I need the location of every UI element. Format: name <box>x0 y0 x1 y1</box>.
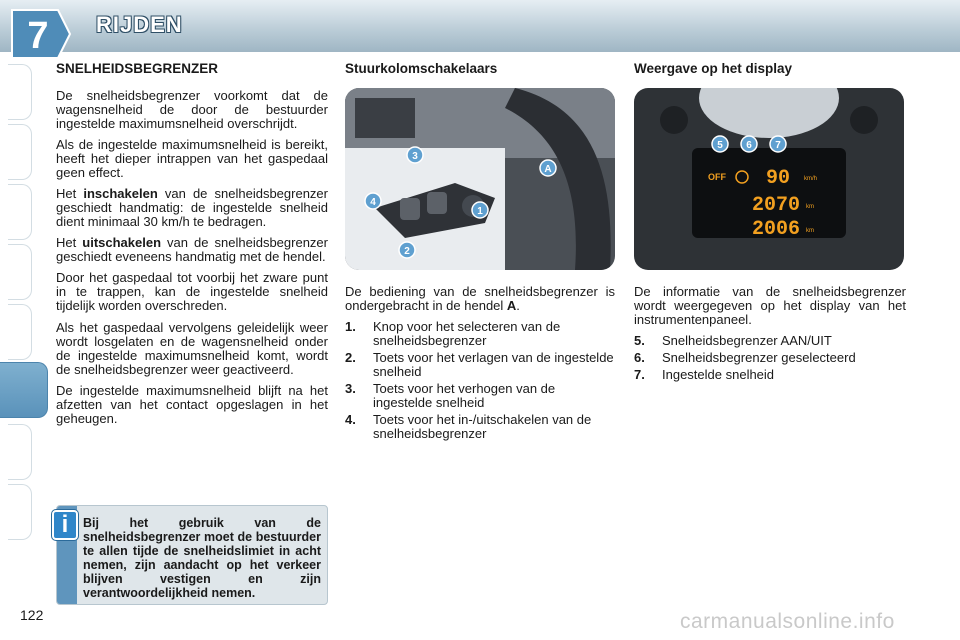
paragraph: De ingestelde maximumsnelheid blijft na het afzetten van het contact opgeslagen in het geheugen. <box>56 383 328 426</box>
paragraph: De snelheidsbegrenzer voorkomt dat de wagensnelheid de door de bestuurder ingestelde maximumsnelheid overschrijdt. <box>56 88 328 131</box>
callout-label: A <box>544 164 552 175</box>
display-speed: 90 <box>766 167 791 190</box>
callout-label: 3 <box>412 151 418 162</box>
watermark: carmanualsonline.info <box>680 610 895 633</box>
display-trip: 2006 <box>752 218 801 241</box>
bold-term: inschakelen <box>83 186 158 201</box>
callout-label: 2 <box>404 246 410 257</box>
paragraph: Door het gaspedaal tot voorbij het zware punt in te trappen, kan de ingestelde snelheid tijdelijk worden overschreden. <box>56 270 328 313</box>
callout-label: 4 <box>370 197 376 208</box>
column-display <box>634 62 906 385</box>
section-heading: Weergave op het display <box>634 61 793 76</box>
display-speed-unit: km/h <box>804 176 818 182</box>
steering-stalk-photo <box>345 88 615 270</box>
list-item: 6. Snelheidsbegrenzer geselecteerd <box>634 350 856 365</box>
chapter-tab[interactable] <box>8 64 32 120</box>
list-item: 4. Toets voor het in-/uitschakelen van de snelheidsbegrenzer <box>345 412 592 441</box>
display-off-label: OFF <box>708 172 726 182</box>
section-heading: SNELHEIDSBEGRENZER <box>56 61 219 76</box>
list-item: 2. Toets voor het verlagen van de ingestelde snelheid <box>345 350 614 379</box>
paragraph: Als het gaspedaal vervolgens geleidelijk weer wordt losgelaten en de wagensnelheid onder de ingestelde maximumsnelheid komt, wordt de snelheidsbegrenzer weer geactiveerd. <box>56 320 328 377</box>
column-speed-limiter <box>56 62 328 433</box>
chapter-tab[interactable] <box>8 184 32 240</box>
list-item: 5. Snelheidsbegrenzer AAN/UIT <box>634 333 832 348</box>
paragraph: De bediening van de snelheidsbegrenzer is ondergebracht in de hendel A. <box>345 284 615 313</box>
list-item: 7. Ingestelde snelheid <box>634 367 775 382</box>
column-steering-controls <box>345 62 615 444</box>
paragraph: Als de ingestelde maximumsnelheid is bereikt, heeft het dieper intrappen van het gaspedaal geen effect. <box>56 137 328 180</box>
display-trip-unit: km <box>806 228 814 234</box>
callout-label: 1 <box>477 206 483 217</box>
chapter-tab[interactable] <box>8 244 32 300</box>
chapter-tab[interactable] <box>8 424 32 480</box>
list-item: 3. Toets voor het verhogen van de ingestelde snelheid <box>345 381 556 410</box>
display-legend-list <box>634 334 906 382</box>
instrument-display-photo <box>634 88 904 270</box>
callout-label: 7 <box>775 140 781 151</box>
paragraph: Het inschakelen van de snelheidsbegrenzer geschiedt handmatig: de ingestelde snelheid dient minimaal 30 km/h te bedragen. <box>56 186 328 229</box>
controls-list <box>345 320 615 441</box>
chapter-tab[interactable] <box>8 484 32 540</box>
section-heading: Stuurkolomschakelaars <box>345 61 498 76</box>
chapter-badge <box>8 4 74 62</box>
info-box <box>56 505 328 605</box>
chapter-tab-active[interactable] <box>0 362 48 418</box>
bold-term: uitschakelen <box>82 235 162 250</box>
chapter-number: 7 <box>27 15 49 57</box>
paragraph: Het uitschakelen van de snelheidsbegrenzer geschiedt eveneens handmatig met de hendel. <box>56 235 328 264</box>
display-odometer-unit: km <box>806 204 814 210</box>
page-number: 122 <box>20 607 44 623</box>
list-item: 1. Knop voor het selecteren van de snelheidsbegrenzer <box>345 319 561 348</box>
callout-label: 5 <box>717 140 723 151</box>
display-odometer: 2070 <box>752 194 801 217</box>
chapter-tab[interactable] <box>8 124 32 180</box>
callout-label: 6 <box>746 140 752 151</box>
chapter-tab[interactable] <box>8 304 32 360</box>
chapter-title: RIJDEN <box>96 12 183 37</box>
info-text: Bij het gebruik van de snelheidsbegrenzer moet de bestuurder te allen tijde de snelheidslimiet in acht nemen, zijn aandacht op het verkeer blijven vestigen en zijn verantwoordelijkheid nemen. <box>83 516 321 600</box>
paragraph: De informatie van de snelheidsbegrenzer wordt weergegeven op het display van het instrumentenpaneel. <box>634 284 906 327</box>
bold-term: A <box>506 298 517 313</box>
chapter-tabs <box>0 60 40 580</box>
info-icon: i <box>52 510 78 540</box>
